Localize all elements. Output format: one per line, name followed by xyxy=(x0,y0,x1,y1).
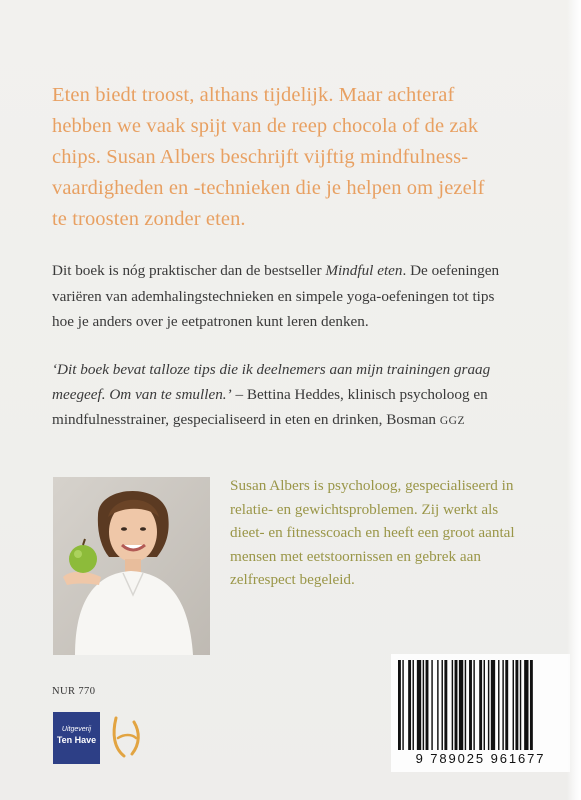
barcode-bar xyxy=(455,660,458,750)
barcode-bar xyxy=(530,660,533,750)
barcode-bar xyxy=(513,660,514,750)
barcode-bar xyxy=(473,660,474,750)
intro-line: chips. Susan Albers beschrijft vijftig mindfulness- xyxy=(52,146,469,168)
barcode-bar xyxy=(398,660,401,750)
bio-line: zelfrespect begeleid. xyxy=(230,571,355,588)
bio-line: relatie- en gewichtsproblemen. Zij werkt als xyxy=(230,500,499,518)
nur-code: NUR 770 xyxy=(52,686,96,697)
cover-edge xyxy=(567,0,581,800)
quote-attribution: – Bettina Heddes, klinisch psycholoog en xyxy=(231,386,488,403)
description-line: variëren van ademhalingstechnieken en simpele yoga-oefeningen tot tips xyxy=(52,287,495,305)
bio-line: mensen met eetstoornissen en gebrek aan xyxy=(230,547,481,565)
barcode-bar xyxy=(515,660,518,750)
barcode-bar xyxy=(524,660,528,750)
quote-line xyxy=(52,407,562,434)
intro-line: te troosten zonder eten. xyxy=(52,208,246,230)
quote-line xyxy=(52,382,562,407)
barcode-bar xyxy=(426,660,429,750)
author-bio xyxy=(230,474,550,592)
barcode-bar xyxy=(431,660,432,750)
description-paragraph xyxy=(52,258,552,335)
barcode-bar xyxy=(465,660,466,750)
description-line xyxy=(52,258,552,284)
book-title-reference: Mindful eten xyxy=(325,262,403,279)
author-photo xyxy=(53,477,210,655)
barcode-bar xyxy=(452,660,453,750)
intro-line: hebben we vaak spijt van de reep chocola of de zak xyxy=(52,115,479,137)
intro-line: Eten biedt troost, althans tijdelijk. Maar achteraf xyxy=(52,84,455,106)
publisher-label: Uitgeverij xyxy=(61,726,92,733)
barcode-bar xyxy=(520,660,521,750)
barcode-bar xyxy=(402,660,403,750)
description-line: hoe je anders over je eetpatronen kunt leren denken. xyxy=(52,313,369,330)
barcode-bar xyxy=(484,660,485,750)
barcode-bar xyxy=(423,660,424,750)
description-text: . De oefeningen xyxy=(402,262,500,279)
barcode-bar xyxy=(437,660,438,750)
barcode-bar xyxy=(442,660,443,750)
h-mark-graphic xyxy=(110,714,144,760)
barcode-bar xyxy=(413,660,414,750)
barcode-bar xyxy=(408,660,411,750)
barcode-bar xyxy=(459,660,463,750)
barcode-bar xyxy=(491,660,495,750)
quote-attribution-smallcaps: GGZ xyxy=(439,415,465,427)
barcode-bars-icon xyxy=(398,660,563,750)
stylized-h-logo-icon xyxy=(110,714,144,760)
publisher-logo xyxy=(53,712,100,764)
bio-line: dieet- en fitnesscoach en heeft een groot aantal xyxy=(230,524,515,541)
endorsement-quote xyxy=(52,357,562,434)
author-photo-illustration xyxy=(53,477,210,655)
barcode-bar xyxy=(479,660,482,750)
barcode-bar xyxy=(469,660,472,750)
bio-line: Susan Albers is psycholoog, gespecialiseerd in xyxy=(230,477,514,494)
barcode-bar xyxy=(502,660,503,750)
barcode-bar xyxy=(498,660,499,750)
intro-paragraph xyxy=(52,80,552,235)
isbn-barcode xyxy=(391,654,570,772)
quote-line xyxy=(52,357,562,382)
barcode-bar xyxy=(505,660,508,750)
barcode-bar xyxy=(444,660,447,750)
isbn-digits: 9 789025 961677 xyxy=(415,751,546,766)
description-text: Dit boek is nóg praktischer dan de bestseller xyxy=(52,262,326,279)
publisher-name: Ten Have xyxy=(56,735,97,745)
intro-line: vaardigheden en -technieken die je helpen om jezelf xyxy=(52,177,485,199)
quote-attribution: mindfulnesstrainer, gespecialiseerd in eten en drinken, Bosman xyxy=(52,411,440,428)
quote-text: meegeef. Om van te smullen.’ xyxy=(52,386,232,403)
quote-text: ‘Dit boek bevat talloze tips die ik deelnemers aan mijn trainingen graag xyxy=(52,361,491,378)
barcode-bar xyxy=(417,660,421,750)
barcode-bar xyxy=(488,660,489,750)
